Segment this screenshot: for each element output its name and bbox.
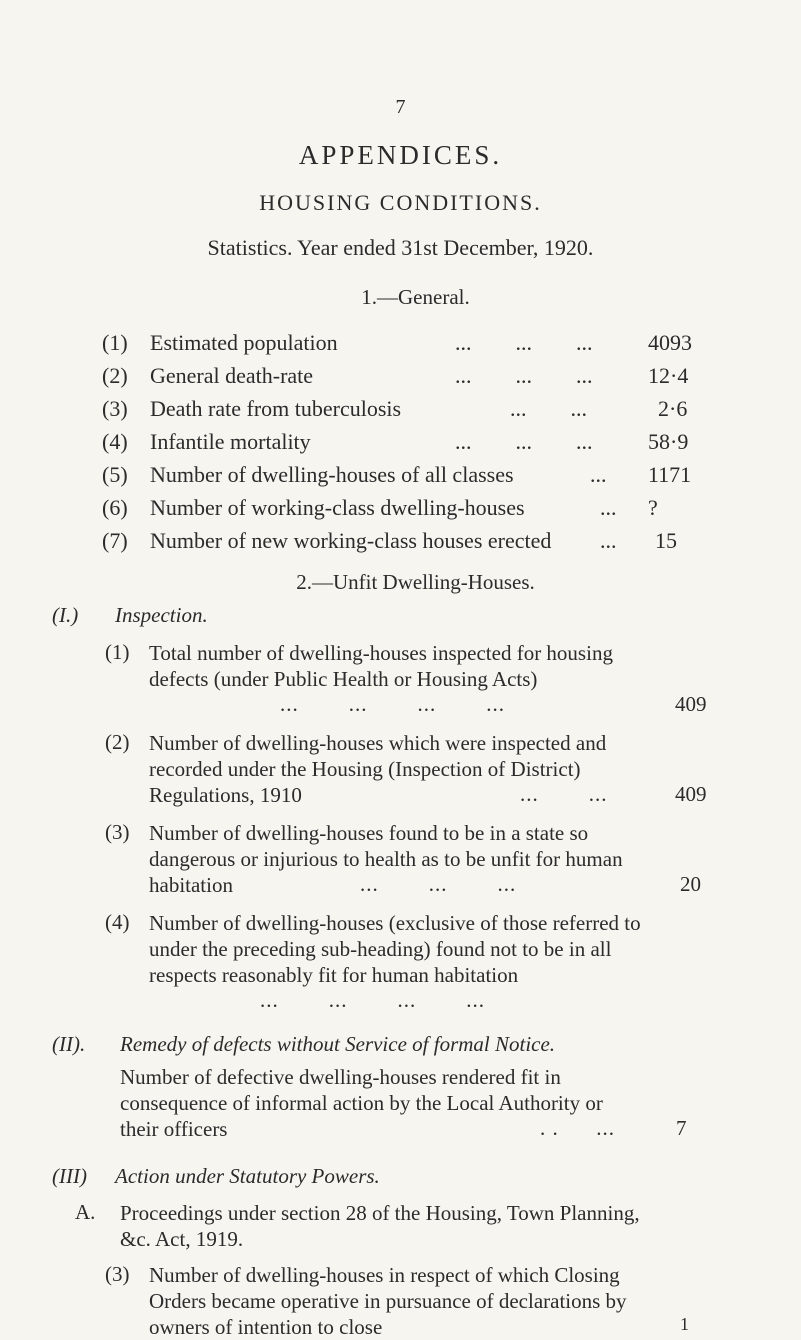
- general-row: (7) Number of new working-class houses erected ... 15: [102, 528, 677, 553]
- page-number: 7: [395, 96, 406, 118]
- action-subtext: Proceedings under section 28 of the Housing, Town Planning, &c. Act, 1919.: [120, 1201, 640, 1251]
- inspection-item-value: 20: [680, 872, 701, 896]
- section-unfit-heading: 2.—Unfit Dwelling-Houses.: [296, 570, 535, 594]
- statistics-line: Statistics. Year ended 31st December, 1920.: [207, 235, 594, 260]
- inspection-item-text: Number of dwelling-houses (exclusive of those referred to under the preceding sub-heading) found not to be in all respects reasonably fit for human habitation: [149, 911, 641, 987]
- inspection-item-text: Number of dwelling-houses which were inspected and recorded under the Housing (Inspection of District) Regulations, 1910: [149, 731, 607, 807]
- general-row: (5) Number of dwelling-houses of all classes ... 1171: [102, 462, 692, 487]
- page-title: APPENDICES.: [298, 140, 503, 170]
- item-number: (1): [105, 640, 130, 664]
- remedy-text: Number of defective dwelling-houses rendered fit in consequence of informal action by the Local Authority or their officers: [120, 1065, 603, 1141]
- inspection-item-text: Number of dwelling-houses found to be in a state so dangerous or injurious to health as to be unfit for human habitation: [149, 821, 623, 897]
- item-number: (3): [105, 820, 130, 844]
- inspection-item-value: 409: [675, 782, 707, 806]
- item-number: (2): [105, 730, 130, 754]
- general-row: (1) Estimated population ... ... ... 4093: [102, 330, 692, 355]
- remedy-value: 7: [676, 1116, 687, 1140]
- action-item-text: Number of dwelling-houses in respect of which Closing Orders became operative in pursuance of declarations by owners of intention to close: [149, 1263, 627, 1339]
- section-general-heading: 1.—General.: [361, 285, 470, 309]
- action-item-value: 1: [680, 1314, 689, 1334]
- inspection-item-value: 409: [675, 692, 707, 716]
- general-row: (6) Number of working-class dwelling-houses ... ?: [102, 495, 658, 520]
- inspection-item-text: Total number of dwelling-houses inspected for housing defects (under Public Health or Housing Acts): [149, 641, 613, 691]
- item-number: (3): [105, 1262, 130, 1286]
- general-row: (2) General death-rate ... ... ... 12·4: [102, 363, 689, 388]
- item-number: (4): [105, 910, 130, 934]
- sub-letter: A.: [75, 1200, 96, 1224]
- general-row: (4) Infantile mortality ... ... ... 58·9: [102, 429, 689, 454]
- page-subtitle: HOUSING CONDITIONS.: [259, 190, 542, 215]
- general-row: (3) Death rate from tuberculosis ... ... 2·6: [102, 396, 688, 421]
